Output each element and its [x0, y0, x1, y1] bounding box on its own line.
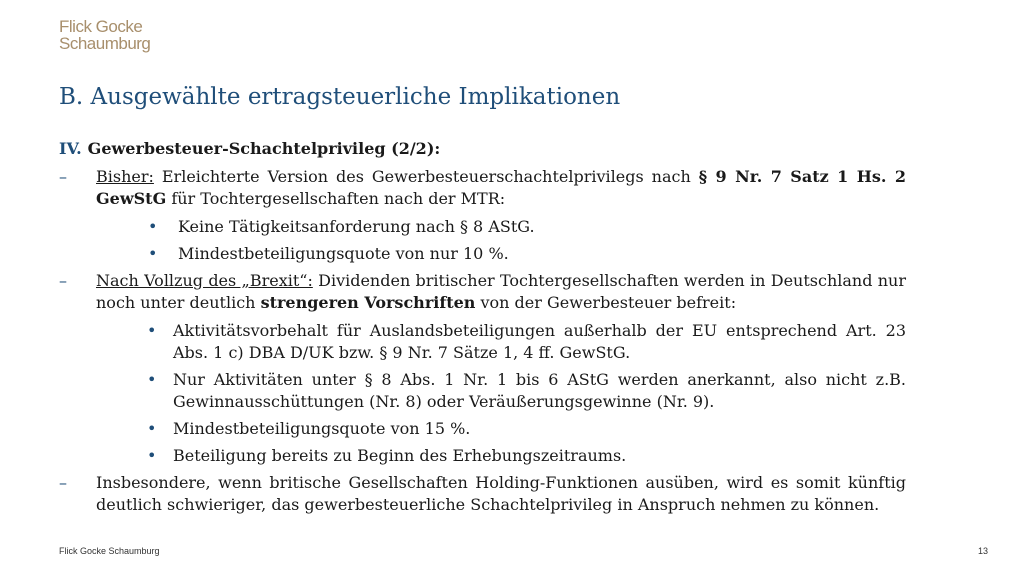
item-bold: § 9 Nr. 7 Satz 1 Hs. 2 GewStG — [96, 167, 907, 208]
page-title: B. Ausgewählte ertragsteuerliche Implikationen — [59, 84, 621, 110]
item-text: von der Gewerbesteuer befreit: — [475, 293, 737, 312]
logo-line-1: Flick Gocke — [59, 17, 143, 36]
item-text: Dividenden britischer Tochtergesellschaften werden in Deutschland nur noch unter deutlich — [96, 271, 906, 312]
logo-line-2: Schaumburg — [59, 34, 151, 53]
bullet-icon: • — [147, 446, 157, 465]
bullet-text: Keine Tätigkeitsanforderung nach § 8 AStG. — [178, 217, 535, 236]
list-item-brexit — [59, 270, 906, 314]
item-lead: Bisher: — [96, 167, 154, 186]
bullet-item — [59, 243, 906, 265]
dash-marker: – — [59, 473, 67, 492]
company-logo — [59, 18, 150, 52]
bullet-icon: • — [147, 321, 157, 340]
list-item-insbesondere — [59, 472, 906, 516]
bullet-item — [59, 216, 906, 238]
slide-content — [59, 138, 906, 522]
list-item-bisher — [59, 166, 906, 210]
bullet-item — [59, 369, 906, 413]
page-number: 13 — [977, 546, 988, 556]
item-text: für Tochtergesellschaften nach der MTR: — [166, 189, 506, 208]
dash-marker: – — [59, 167, 67, 186]
bullet-icon: • — [148, 244, 158, 263]
bullet-text: Aktivitätsvorbehalt für Auslandsbeteiligungen außerhalb der EU entsprechend Art. 23 Abs. 1 c) DBA D/UK bzw. § 9 Nr. 7 Sätze 1, 4 ff. GewStG. — [173, 321, 906, 362]
bullet-icon: • — [147, 370, 157, 389]
bullet-item — [59, 445, 906, 467]
section-number: IV. — [59, 139, 82, 158]
bullet-text: Beteiligung bereits zu Beginn des Erhebungszeitraums. — [173, 446, 627, 465]
section-title: Gewerbesteuer-Schachtelprivileg (2/2): — [87, 139, 441, 158]
section-heading — [59, 138, 906, 160]
bullet-text: Mindestbeteiligungsquote von 15 %. — [173, 419, 471, 438]
bullet-item — [59, 418, 906, 440]
bullet-icon: • — [148, 217, 158, 236]
dash-marker: – — [59, 271, 67, 290]
bullet-text: Mindestbeteiligungsquote von nur 10 %. — [178, 244, 509, 263]
footer-company: Flick Gocke Schaumburg — [59, 546, 160, 556]
bullet-text: Nur Aktivitäten unter § 8 Abs. 1 Nr. 1 bis 6 AStG werden anerkannt, also nicht z.B. Gewinnausschüttungen (Nr. 8) oder Veräußerungsgewinne (Nr. 9). — [173, 370, 906, 411]
item-text: Insbesondere, wenn britische Gesellschaften Holding-Funktionen ausüben, wird es somit künftig deutlich schwieriger, das gewerbesteuerliche Schachtelprivileg in Anspruch nehmen zu können. — [96, 473, 906, 514]
item-text: Erleichterte Version des Gewerbesteuerschachtelprivilegs nach — [153, 167, 699, 186]
bullet-item — [59, 320, 906, 364]
item-bold: strengeren Vorschriften — [260, 293, 476, 312]
item-lead: Nach Vollzug des „Brexit“: — [96, 271, 313, 290]
bullet-icon: • — [147, 419, 157, 438]
